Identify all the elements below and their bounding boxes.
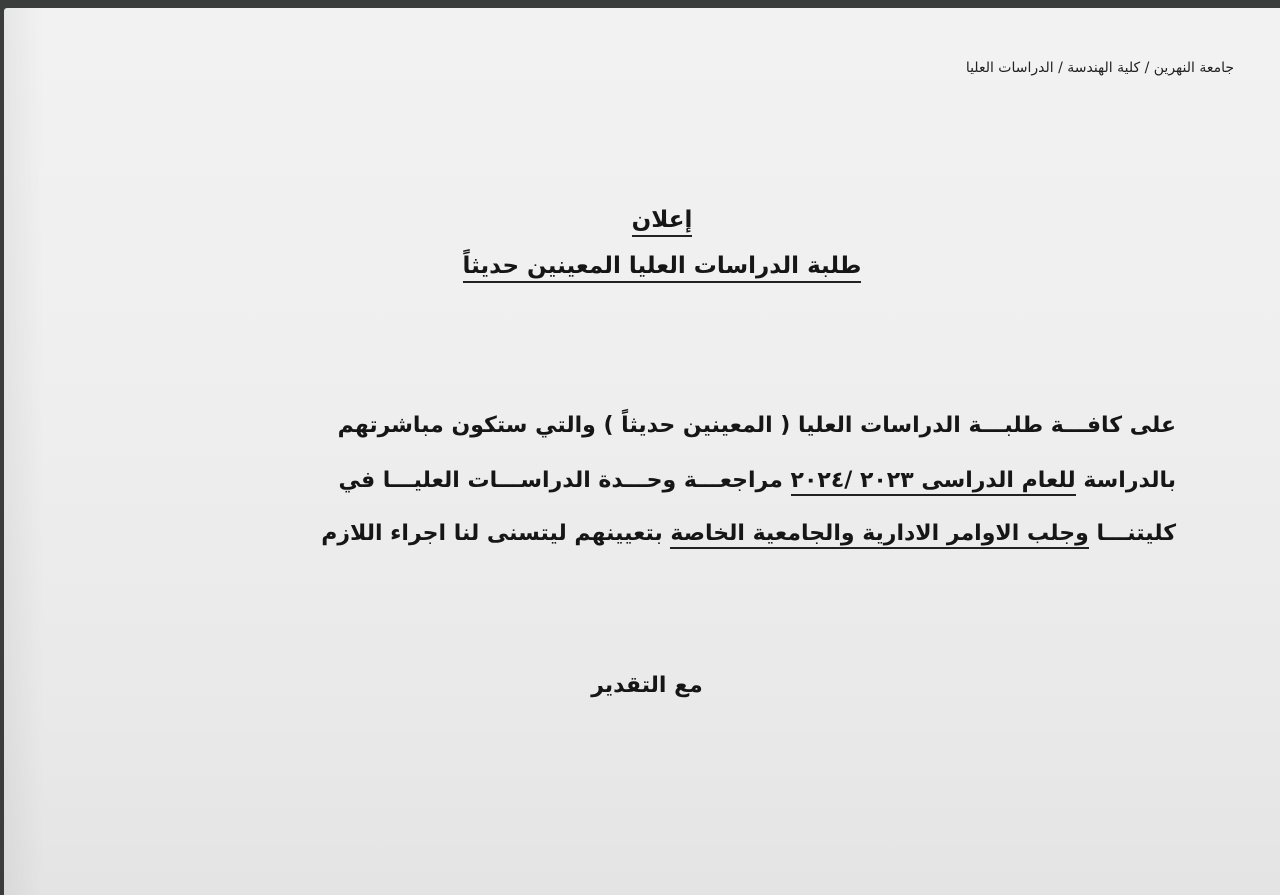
body-line-1: على كافـــة طلبـــة الدراسات العليا ( المعينين حديثاً ) والتي ستكون مباشرتهم (337, 413, 1176, 438)
body-line-3-suffix: بتعيينهم ليتسنى لنا اجراء اللازم (321, 521, 671, 546)
body-line-2-suffix: مراجعـــة وحـــدة الدراســـات العليـــا في (338, 468, 791, 493)
body-line-3 (321, 521, 1176, 546)
announcement-title-text: إعلان (632, 207, 693, 237)
closing-regards: مع التقدير (591, 673, 703, 698)
body-line-2 (338, 468, 1176, 493)
announcement-title (44, 207, 1280, 233)
header-institution-path: جامعة النهرين / كلية الهندسة / الدراسات العليا (965, 60, 1234, 76)
announcement-subtitle (44, 253, 1280, 279)
announcement-subtitle-text: طلبة الدراسات العليا المعينين حديثاً (463, 253, 862, 283)
academic-year-underlined: للعام الدراسى ٢٠٢٣ /٢٠٢٤ (791, 468, 1076, 496)
body-line-2-prefix: بالدراسة (1075, 468, 1176, 493)
orders-underlined: وجلب الاوامر الادارية والجامعية الخاصة (670, 521, 1088, 549)
body-line-3-prefix: كليتنـــا (1088, 521, 1176, 546)
document-page (4, 8, 1280, 895)
